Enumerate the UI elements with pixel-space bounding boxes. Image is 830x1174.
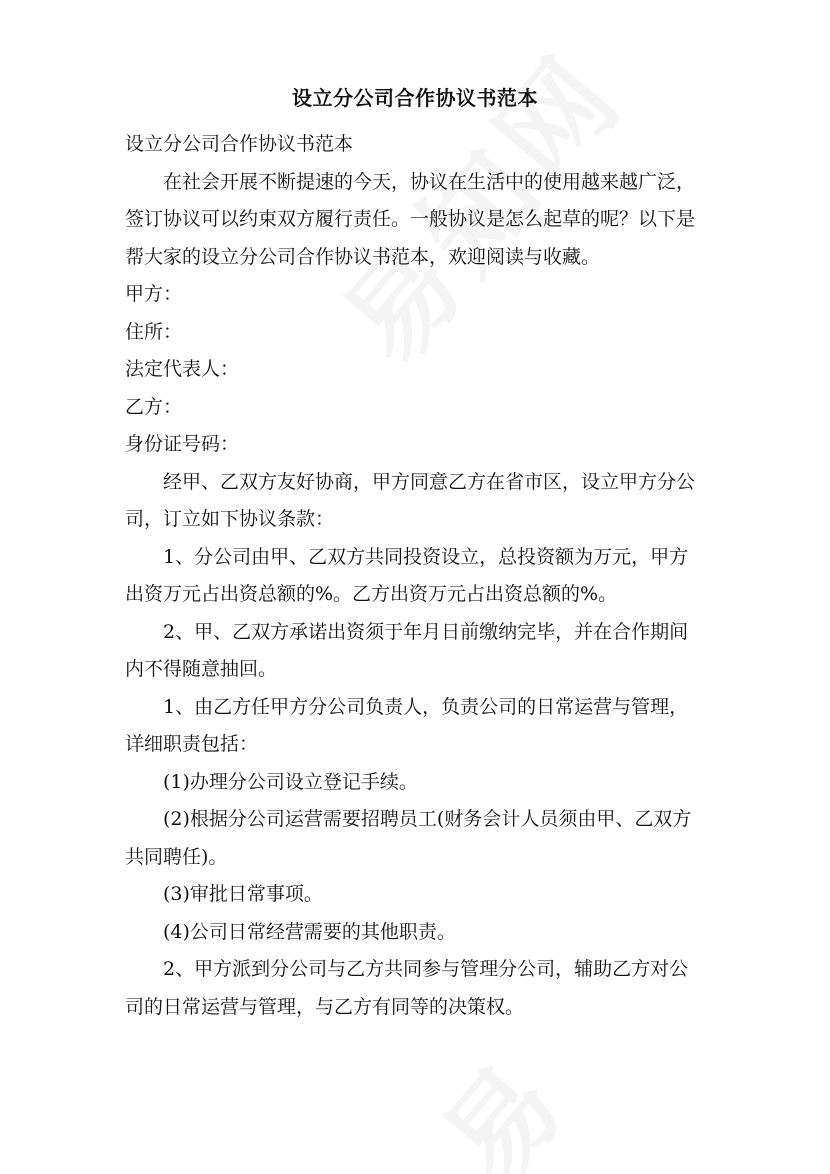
document-title: 设立分公司合作协议书范本 xyxy=(292,86,538,110)
field-party-b: 乙方： xyxy=(125,395,183,418)
field-legal-rep: 法定代表人： xyxy=(125,358,240,380)
duty-item-1: (1)办理分公司设立登记手续。 xyxy=(163,770,418,793)
field-party-a: 甲方： xyxy=(125,283,183,305)
watermark-bottom xyxy=(400,1026,592,1174)
clause-investment-1: 1、分公司由甲、乙双方共同投资设立，总投资额为万元，甲方出资万元占出资总额的%。乙方出资万元占出资总额的%。 xyxy=(125,545,689,605)
paragraph-agreement: 经甲、乙双方友好协商，甲方同意乙方在省市区，设立甲方分公司，订立如下协议条款： xyxy=(125,470,696,530)
document-subtitle: 设立分公司合作协议书范本 xyxy=(125,133,354,155)
clause-investment-2: 2、甲、乙双方承诺出资须于年月日前缴纳完毕，并在合作期间内不得随意抽回。 xyxy=(125,620,689,680)
document-body xyxy=(125,126,705,1026)
field-id-number: 身份证号码： xyxy=(125,433,240,455)
duty-item-3: (3)审批日常事项。 xyxy=(163,883,323,905)
duty-item-2: (2)根据分公司运营需要招聘员工(财务会计人员须由甲、乙双方共同聘任)。 xyxy=(125,808,692,868)
field-address: 住所： xyxy=(125,320,183,343)
paragraph-intro: 在社会开展不断提速的今天，协议在生活中的使用越来越广泛，签订协议可以约束双方履行责任。一般协议是怎么起草的呢？以下是帮大家的设立分公司合作协议书范本，欢迎阅读与收藏。 xyxy=(125,170,696,268)
duty-item-4: (4)公司日常经营需要的其他职责。 xyxy=(163,920,456,943)
clause-management-2: 2、甲方派到分公司与乙方共同参与管理分公司，辅助乙方对公司的日常运营与管理，与乙方有同等的决策权。 xyxy=(125,958,689,1018)
clause-management-1: 1、由乙方任甲方分公司负责人，负责公司的日常运营与管理，详细职责包括： xyxy=(125,695,689,755)
